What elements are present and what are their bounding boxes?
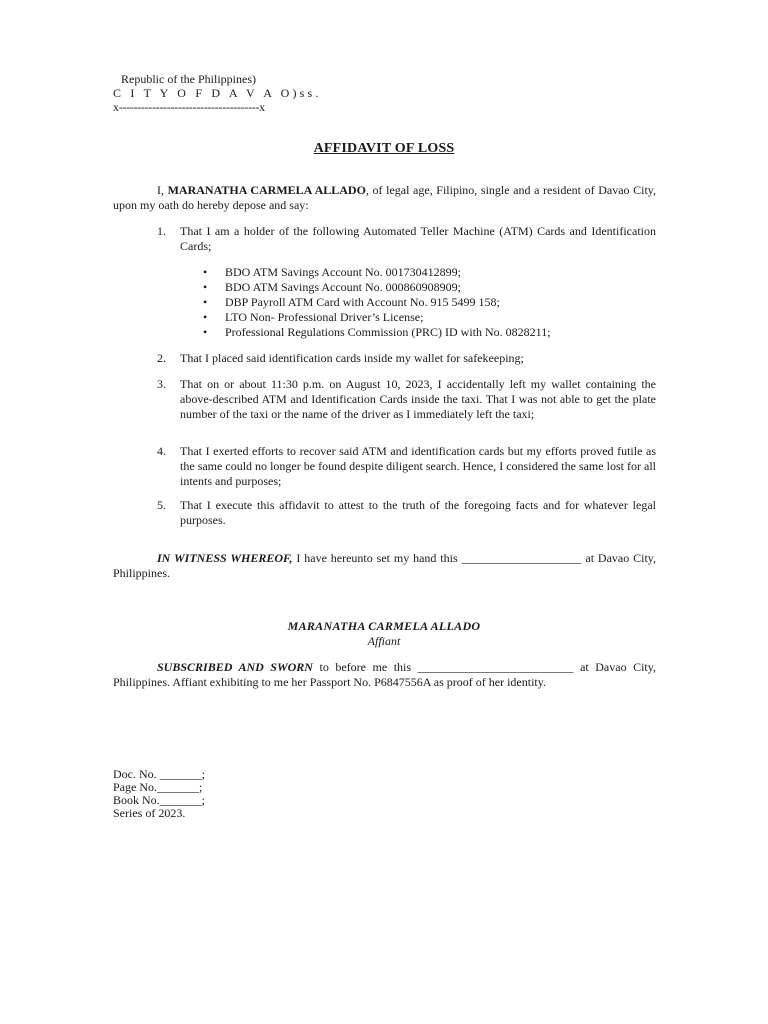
docket-page-no: Page No._______;: [113, 780, 203, 794]
card-list-item: [203, 325, 551, 340]
item-text: That I execute this affidavit to attest to the truth of the foregoing facts and for whatever legal purposes.: [180, 498, 656, 527]
item-number: 3.: [157, 377, 166, 391]
card-text: Professional Regulations Commission (PRC) ID with No. 0828211;: [225, 325, 551, 339]
list-item: [157, 377, 656, 422]
venue-city: C I T Y O F D A V A O)ss.: [113, 86, 322, 100]
witness-rest: I have hereunto set my hand this ____________________ at Davao City, Philippines.: [113, 551, 656, 580]
signature-role: Affiant: [367, 634, 401, 648]
item-number: 2.: [157, 351, 166, 365]
list-item: [157, 224, 656, 254]
venue-republic: Republic of the Philippines): [121, 72, 256, 86]
venue-header: [113, 72, 322, 114]
card-list-item: [203, 265, 551, 280]
item-number: 4.: [157, 444, 166, 458]
card-text: BDO ATM Savings Account No. 000860908909;: [225, 280, 462, 294]
bullet-icon: •: [203, 295, 208, 309]
card-list-item: [203, 310, 551, 325]
document-title: AFFIDAVIT OF LOSS: [313, 141, 455, 156]
jurat-lead: SUBSCRIBED AND SWORN: [157, 660, 313, 674]
jurat-rest: to before me this __________________________ at Davao City, Philippines. Affiant exhibiting to me her Passport No. P6847556A as proof of her identity.: [113, 660, 656, 689]
docket-doc-no: Doc. No. _______;: [113, 767, 205, 781]
bullet-icon: •: [203, 325, 208, 339]
intro-paragraph: [113, 183, 656, 213]
item-text: That on or about 11:30 p.m. on August 10, 2023, I accidentally left my wallet containing the above-described ATM and Identification Cards inside the taxi. That I was not able to get the plate number of the taxi or the name of the driver as I immediately left the taxi;: [180, 377, 656, 421]
bullet-icon: •: [203, 310, 208, 324]
card-list-item: [203, 295, 551, 310]
item-text: That I placed said identification cards inside my wallet for safekeeping;: [180, 351, 524, 365]
card-list-item: [203, 280, 551, 295]
signature-name: MARANATHA CARMELA ALLADO: [287, 619, 481, 633]
affiant-name: MARANATHA CARMELA ALLADO: [167, 183, 366, 197]
witness-lead: IN WITNESS WHEREOF,: [157, 551, 293, 565]
list-item: [157, 351, 656, 366]
list-item: [157, 498, 656, 528]
notarial-docket: [113, 768, 205, 820]
jurat-paragraph: [113, 660, 656, 690]
venue-divider: x--------------------------------------x: [113, 100, 265, 114]
card-list: [203, 265, 551, 340]
intro-prefix: I,: [157, 183, 168, 197]
card-text: LTO Non- Professional Driver’s License;: [225, 310, 424, 324]
card-text: BDO ATM Savings Account No. 001730412899;: [225, 265, 462, 279]
card-text: DBP Payroll ATM Card with Account No. 915 5499 158;: [225, 295, 500, 309]
docket-series: Series of 2023.: [113, 806, 186, 820]
list-item: [157, 444, 656, 489]
item-number: 1.: [157, 224, 166, 238]
item-number: 5.: [157, 498, 166, 512]
bullet-icon: •: [203, 280, 208, 294]
docket-book-no: Book No._______;: [113, 793, 206, 807]
item-text: That I exerted efforts to recover said ATM and identification cards but my efforts proved futile as the same could no longer be found despite diligent search. Hence, I considered the same lost for all intents and purposes;: [180, 444, 656, 488]
witness-paragraph: [113, 551, 656, 581]
item-text: That I am a holder of the following Automated Teller Machine (ATM) Cards and Identification Cards;: [180, 224, 656, 253]
bullet-icon: •: [203, 265, 208, 279]
intro-rest: , of legal age, Filipino, single and a resident of Davao City, upon my oath do hereby depose and say:: [113, 183, 657, 212]
